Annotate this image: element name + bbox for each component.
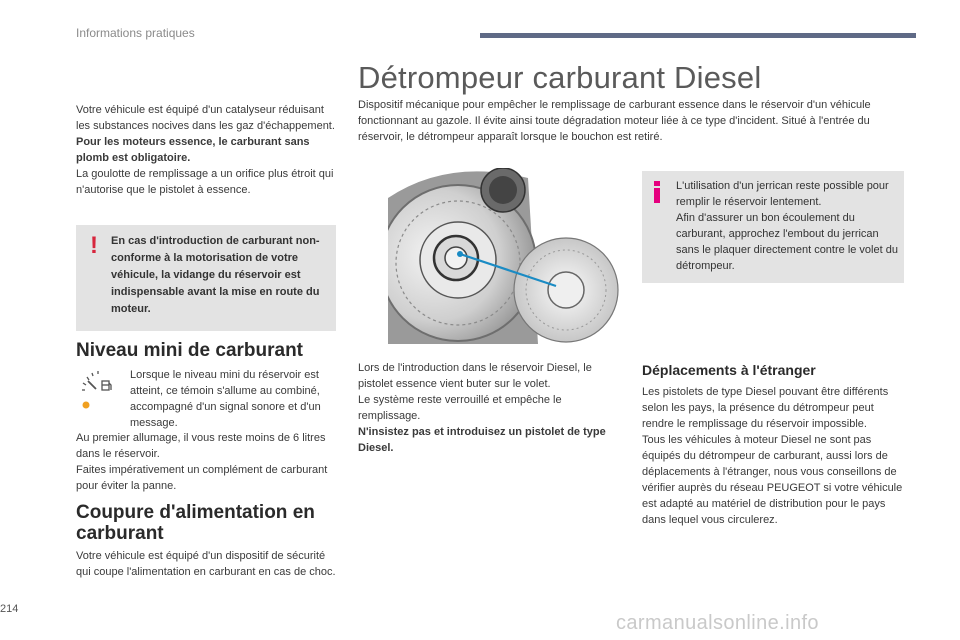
info-box — [642, 171, 904, 283]
abroad-text — [642, 384, 904, 528]
page-title: Détrompeur carburant Diesel — [358, 60, 762, 95]
niveau-text-3: Faites impérativement un complément de carburant pour éviter la panne. — [76, 464, 328, 492]
niveau-text-1: Lorsque le niveau mini du réservoir est atteint, ce témoin s'allume au combiné, accompagné d'un signal sonore et d'un message. — [130, 369, 321, 429]
left-intro — [76, 102, 338, 198]
niveau-text-more — [76, 430, 338, 494]
mid-text-1: Lors de l'introduction dans le réservoir Diesel, le pistolet essence vient buter sur le volet. — [358, 362, 592, 390]
mid-text-2: Le système reste verrouillé et empêche le remplissage. — [358, 394, 562, 422]
info-icon — [652, 181, 662, 203]
niveau-text-2: Au premier allumage, il vous reste moins de 6 litres dans le réservoir. — [76, 432, 326, 460]
exclamation-icon: ! — [90, 232, 98, 259]
warning-text: En cas d'introduction de carburant non-conforme à la motorisation de votre véhicule, la vidange du réservoir est indispensable avant la mise en route du moteur. — [111, 235, 320, 315]
info-text-2: Afin d'assurer un bon écoulement du carburant, approchez l'embout du jerrican sans le plaquer directement contre le volet du détrompeur. — [676, 212, 898, 272]
abroad-text-2: Tous les véhicules à moteur Diesel ne sont pas équipés du détrompeur de carburant, aussi lors de déplacements à l'étranger, nous vous conseillons de vérifier auprès du réseau PEUGEOT si votre véhicule est adapté au matériel de distribution pour le pays dans lequel vous circulerez. — [642, 434, 903, 526]
mid-column — [358, 360, 620, 456]
page-number: 214 — [0, 603, 19, 615]
fuel-gauge-icon — [78, 367, 114, 411]
main-intro: Dispositif mécanique pour empêcher le remplissage de carburant essence dans le réservoir d'un véhicule fonctionnant au gazole. Il évite ainsi toute dégradation moteur liée à ce type d'incident. Situé à l'entrée du réservoir, le détrompeur apparaît lorsque le bouchon est retiré. — [358, 99, 871, 143]
info-text-1: L'utilisation d'un jerrican reste possible pour remplir le réservoir lentement. — [676, 180, 889, 208]
abroad-heading: Déplacements à l'étranger — [642, 362, 816, 378]
niveau-heading: Niveau mini de carburant — [76, 340, 304, 361]
intro-filler-neck: La goulotte de remplissage a un orifice plus étroit qui n'autorise que le pistolet à essence. — [76, 168, 334, 196]
watermark: carmanualsonline.info — [616, 612, 819, 634]
header-accent-bar — [480, 33, 916, 38]
section-title: Informations pratiques — [76, 26, 195, 40]
mid-text-3: N'insistez pas et introduisez un pistolet de type Diesel. — [358, 426, 606, 454]
warning-box — [76, 225, 336, 331]
info-text — [676, 178, 898, 274]
abroad-text-1: Les pistolets de type Diesel pouvant être différents selon les pays, la présence du détrompeur peut rendre le remplissage du réservoir impossible. — [642, 386, 889, 430]
coupure-text: Votre véhicule est équipé d'un dispositif de sécurité qui coupe l'alimentation en carburant en cas de choc. — [76, 550, 336, 578]
intro-unleaded: Pour les moteurs essence, le carburant sans plomb est obligatoire. — [76, 136, 310, 164]
fuel-filler-photo — [388, 168, 628, 344]
coupure-heading: Coupure d'alimentation en carburant — [76, 502, 315, 544]
intro-catalyst: Votre véhicule est équipé d'un catalyseur réduisant les substances nocives dans les gaz d'échappement. — [76, 104, 335, 132]
